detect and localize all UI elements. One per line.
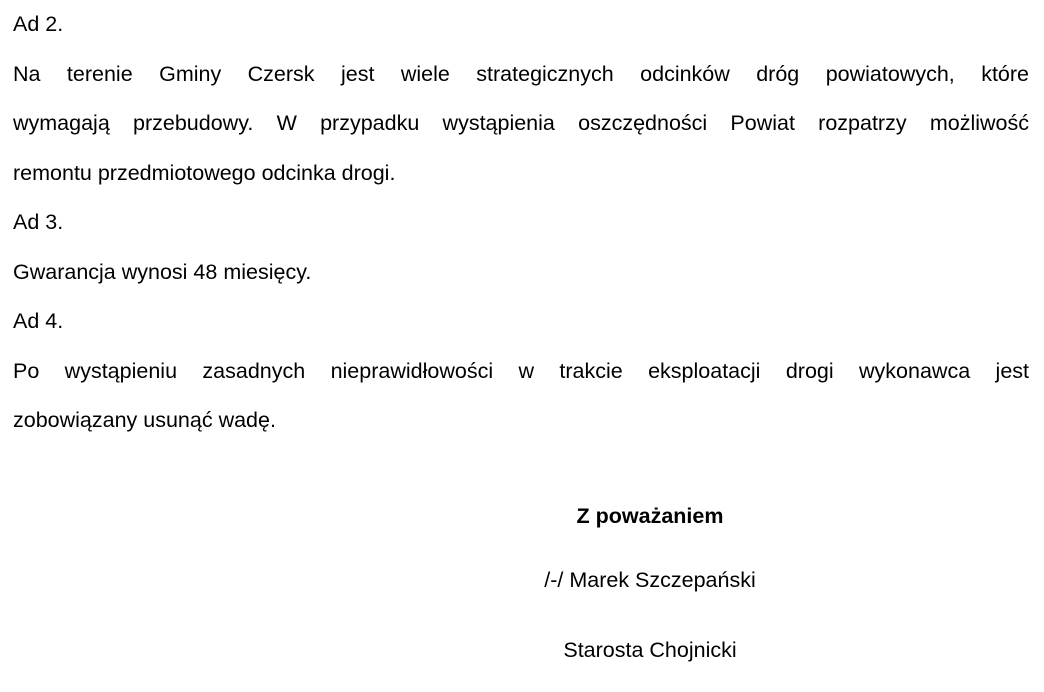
section-heading-ad4: Ad 4. xyxy=(13,309,64,333)
section-heading-ad2: Ad 2. xyxy=(13,12,64,36)
section-paragraph-ad4 xyxy=(13,347,1029,446)
paragraph-line: wymagają przebudowy. W przypadku wystąpienia oszczędności Powiat rozpatrzy możliwość xyxy=(13,111,1029,135)
closing-salutation: Z poważaniem xyxy=(576,504,724,528)
paragraph-line: zobowiązany usunąć wadę. xyxy=(13,408,276,432)
section-paragraph-ad3 xyxy=(13,248,1029,298)
paragraph-line: remontu przedmiotowego odcinka drogi. xyxy=(13,160,396,185)
signer-name: /-/ Marek Szczepański xyxy=(544,568,756,592)
section-heading-ad3: Ad 3. xyxy=(13,210,64,234)
paragraph-line: Na terenie Gminy Czersk jest wiele strategicznych odcinków dróg powiatowych, które xyxy=(13,61,1029,86)
section-paragraph-ad2 xyxy=(13,50,1029,199)
paragraph-line: Gwarancja wynosi 48 miesięcy. xyxy=(13,259,312,284)
letter-body xyxy=(13,0,1029,446)
signer-title: Starosta Chojnicki xyxy=(563,638,737,662)
paragraph-line: Po wystąpieniu zasadnych nieprawidłowości w trakcie eksploatacji drogi wykonawca jest xyxy=(13,358,1029,383)
